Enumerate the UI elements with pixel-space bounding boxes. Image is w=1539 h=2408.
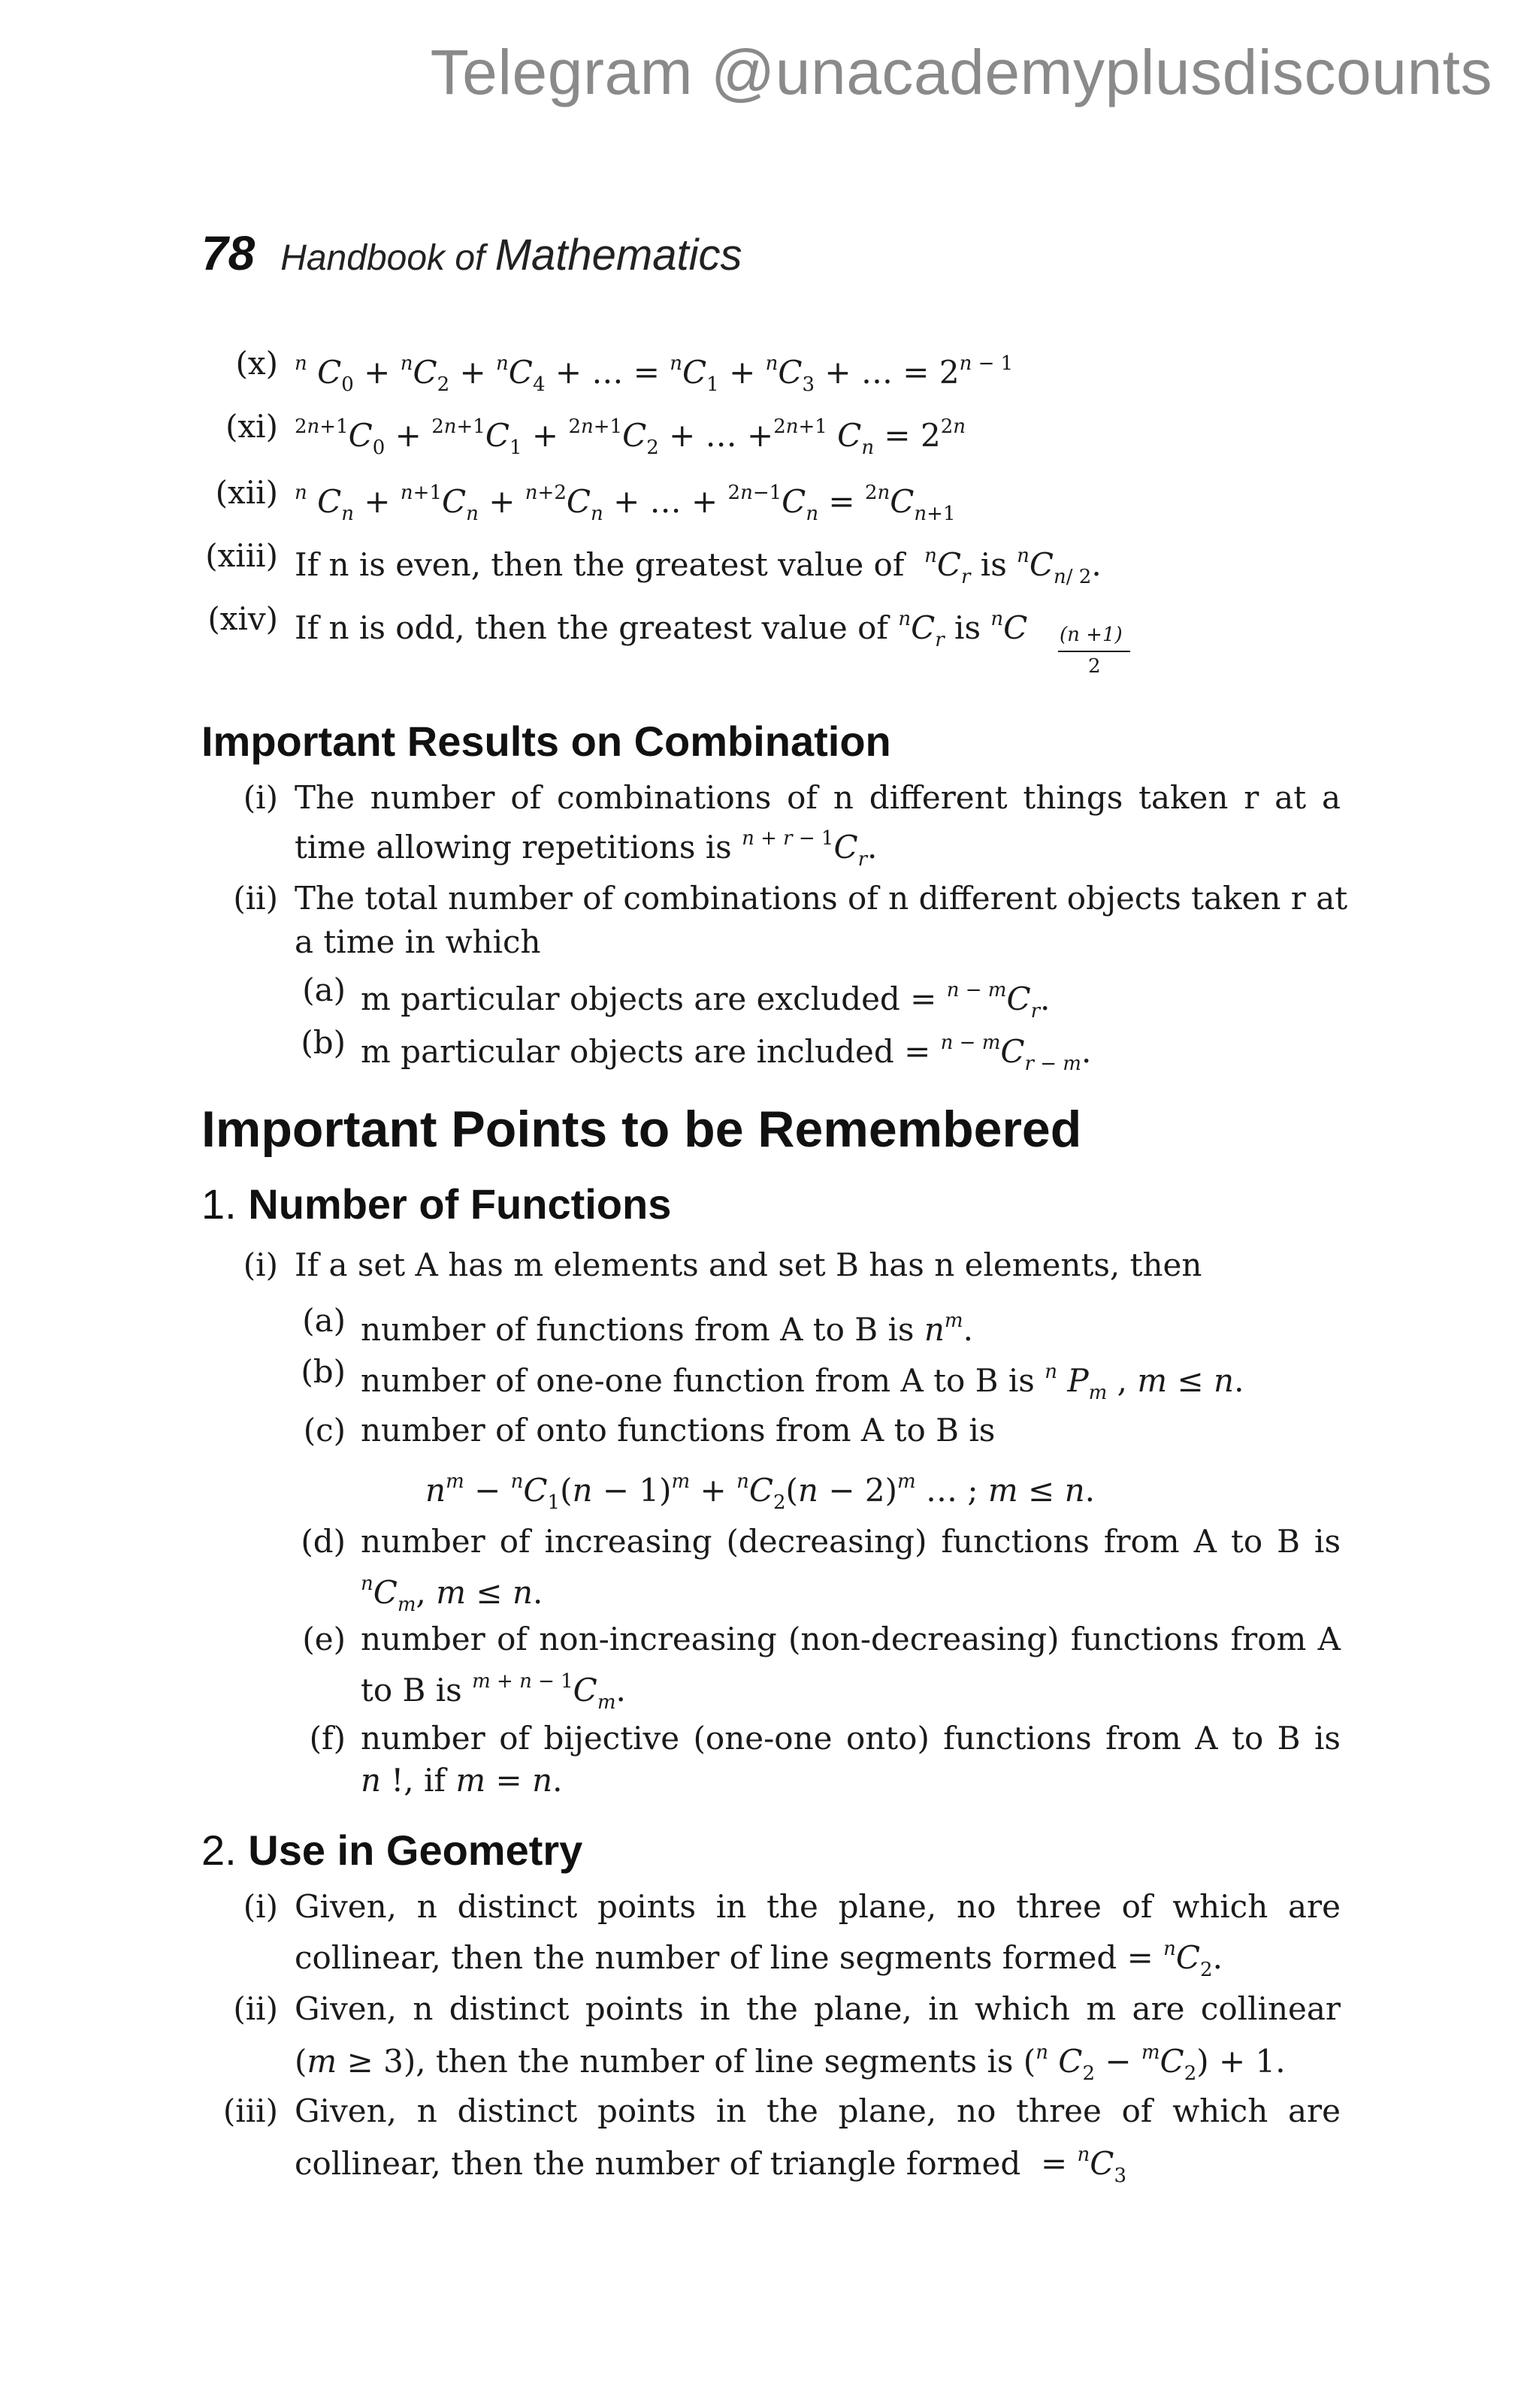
fraction-numerator: (n +1)	[1060, 624, 1123, 646]
item-text-line: Given, n distinct points in the plane, no three of which are	[295, 2092, 1341, 2129]
item-text: time allowing repetitions is	[295, 829, 732, 866]
subsection-title: Use in Geometry	[248, 1826, 583, 1874]
item-text: collinear, then the number of triangle formed	[295, 2145, 1021, 2182]
identity-label: (xii)	[215, 474, 278, 511]
item-text-line: Given, n distinct points in the plane, in which m are collinear	[295, 1990, 1341, 2027]
subsection-heading-geometry	[201, 1826, 582, 1875]
item-text-line: number of bijective (one-one onto) functions from A to B is	[361, 1720, 1341, 1757]
identity-formula: $^n$ $C_0 + ^nC_2 + ^nC_4$ + … = $^nC_1 + ^nC_3$ + … = $2^n$ $^{- 1}$	[295, 352, 1014, 396]
item-label: (c)	[303, 1412, 346, 1449]
item-label: (f)	[309, 1720, 346, 1757]
identity-label: (x)	[235, 345, 278, 382]
identity-formula: $^{2n+1}C_0 + ^{2n+1}C_1 + ^{2n+1}C_2$ + … +$^{2n+1}$ $C_n = 2^{2n}$	[295, 415, 966, 459]
item-label: (b)	[301, 1353, 346, 1390]
item-text: then the number of line segments is	[435, 2043, 1014, 2080]
page-number: 78	[201, 226, 255, 280]
subsection-number: 1.	[201, 1180, 237, 1228]
item-label: (a)	[302, 971, 346, 1008]
item-label: (a)	[302, 1302, 346, 1339]
item-label: (d)	[301, 1523, 346, 1560]
item-label: (i)	[243, 779, 278, 816]
item-label: (b)	[301, 1024, 346, 1061]
identity-label: (xiv)	[207, 600, 278, 637]
item-text-line: m particular objects are included = $^n$ − $^mC_{r - m}$.	[361, 1032, 1092, 1075]
formula: $n^m - ^nC_1(n - 1)^m + ^nC_2(n - 2)^m$ … ; m ≤ n.	[425, 1470, 1095, 1514]
book-title-big: Mathematics	[494, 231, 742, 279]
item-text-line: number of functions from A to B is $n^m$.	[361, 1310, 973, 1348]
page-header	[201, 225, 742, 281]
subsection-heading-functions	[201, 1180, 671, 1228]
item-text: m particular objects are included =	[361, 1033, 931, 1070]
item-label: (e)	[302, 1621, 346, 1657]
item-text-line: number of increasing (decreasing) functions from A to B is	[361, 1523, 1341, 1560]
item-text: number of one-one function from A to B is	[361, 1362, 1035, 1399]
book-title	[280, 230, 742, 280]
item-label: (iii)	[222, 2092, 278, 2129]
item-text-line: time allowing repetitions is $^n$ + $^r$ $^{- 1}C_r$.	[295, 827, 878, 871]
item-text-line: (m ≥ 3), then the number of line segments is ($^n$ $C_2 - ^mC_2) + 1$.	[295, 2041, 1286, 2085]
formula: $^nC_m$, m ≤ n.	[361, 1573, 543, 1616]
watermark: Telegram @unacademyplusdiscounts	[430, 37, 1492, 107]
formula: n !, if m = n.	[361, 1762, 563, 1799]
identity-formula: $^n$ $C_n + ^{n+1}C_n + ^{n+2}C_n$ + … + $^{2n-1}C_n = ^{2n}C_{n+1}$	[295, 482, 956, 525]
item-label: (ii)	[233, 880, 278, 917]
item-text: number of functions from A to B is	[361, 1311, 915, 1348]
subsection-title: Number of Functions	[248, 1180, 672, 1228]
section-heading-combination: Important Results on Combination	[201, 718, 891, 765]
item-text-line: The number of combinations of n different things taken r at a	[295, 779, 1341, 816]
item-label: (i)	[243, 1888, 278, 1925]
identity-xiii-text: If n is even, then the greatest value of	[295, 546, 905, 583]
identity-label: (xiii)	[205, 537, 278, 574]
item-text-line: The total number of combinations of n different objects taken r at	[295, 880, 1348, 917]
item-text-line: m particular objects are excluded = $^n$ − $^mC_r$.	[361, 979, 1051, 1023]
fraction-denominator: 2	[1088, 655, 1101, 678]
item-text-line: collinear, then the number of triangle formed = $^nC_3$	[295, 2144, 1126, 2187]
section-heading-points: Important Points to be Remembered	[201, 1101, 1082, 1158]
item-text-line: a time in which	[295, 923, 541, 960]
item-text-line: If a set A has m elements and set B has n elements, then	[295, 1246, 1202, 1283]
identity-text: If n is even, then the greatest value of $^nC_r$ is $^nC_{n/ 2}$.	[295, 545, 1102, 588]
item-text: collinear, then the number of line segments formed =	[295, 1939, 1153, 1976]
item-label: (i)	[243, 1246, 278, 1283]
item-text-line: collinear, then the number of line segments formed = $^nC_2$.	[295, 1938, 1223, 1981]
item-text-line: number of one-one function from A to B is $^n$ $P_m$ , m ≤ n.	[361, 1361, 1244, 1404]
item-text-line: number of onto functions from A to B is	[361, 1412, 996, 1449]
item-text: m particular objects are excluded =	[361, 980, 937, 1017]
item-text-line: to B is $^m$ + $^n$ $^{- 1}C_m$.	[361, 1670, 626, 1714]
book-title-small: Handbook of	[280, 238, 485, 278]
item-label: (ii)	[233, 1990, 278, 2027]
subsection-number: 2.	[201, 1826, 237, 1874]
item-text-line: Given, n distinct points in the plane, no three of which are	[295, 1888, 1341, 1925]
identity-text: If n is odd, then the greatest value of $^nC_r$ is $^n$C	[295, 608, 1028, 651]
item-text: to B is	[361, 1672, 462, 1709]
fraction-line	[1058, 651, 1130, 652]
identity-label: (xi)	[225, 408, 278, 445]
item-text-line: number of non-increasing (non-decreasing) functions from A	[361, 1621, 1341, 1657]
identity-xiv-text: If n is odd, then the greatest value of	[295, 609, 888, 646]
